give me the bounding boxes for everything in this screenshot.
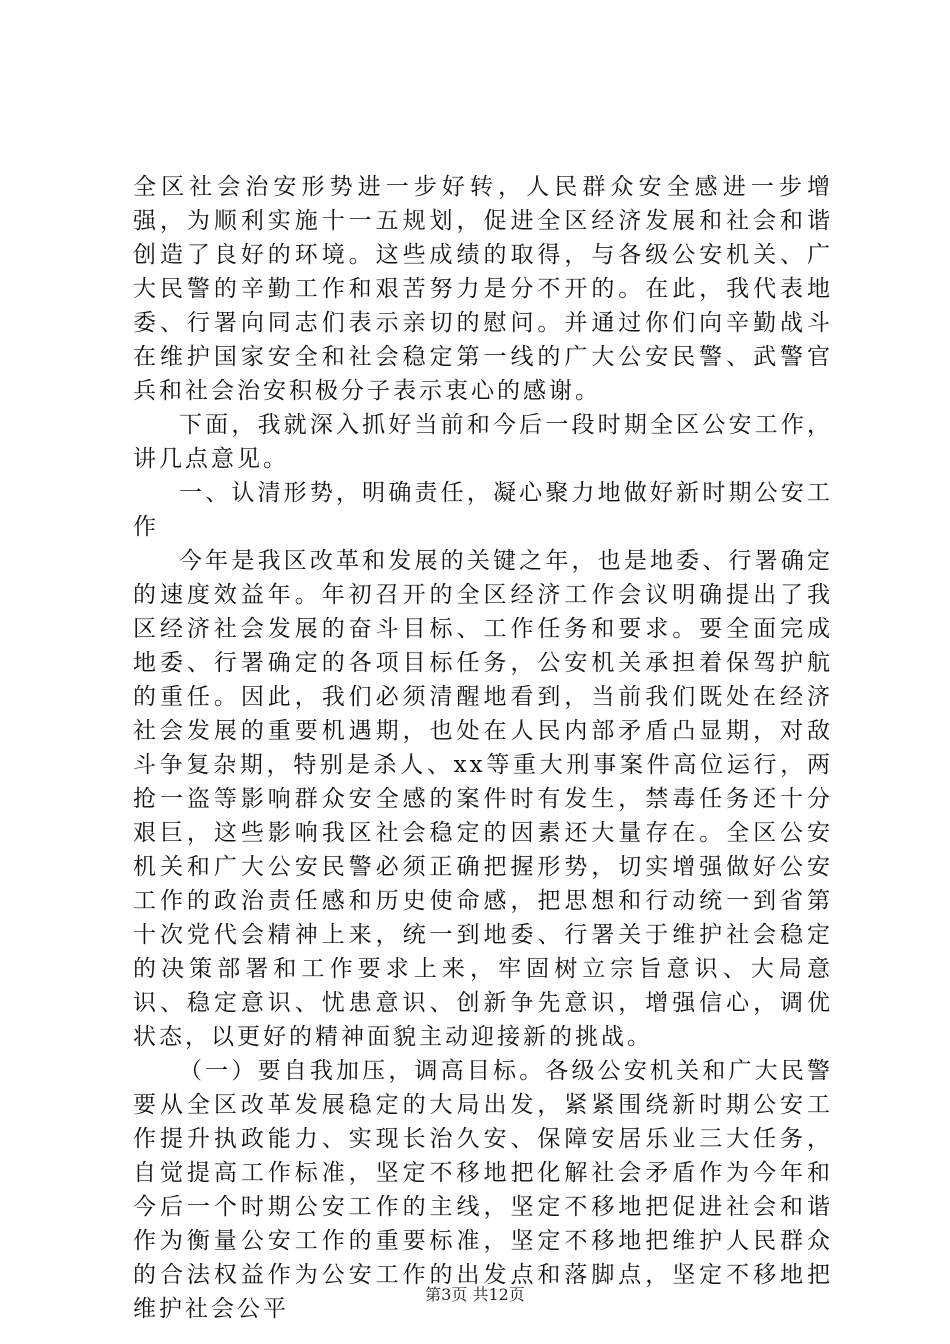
document-body: [133, 170, 833, 1326]
paragraph-situation: 今年是我区改革和发展的关键之年，也是地委、行署确定的速度效益年。年初召开的全区经济工作会议明确提出了我区经济社会发展的奋斗目标、工作任务和要求。要全面完成地委、行署确定的各项目标任务，公安机关承担着保驾护航的重任。因此，我们必须清醒地看到，当前我们既处在经济社会发展的重要机遇期，也处在人民内部矛盾凸显期，对敌斗争复杂期，特别是杀人、xx等重大刑事案件高位运行，两抢一盗等影响群众安全感的案件时有发生，禁毒任务还十分艰巨，这些影响我区社会稳定的因素还大量存在。全区公安机关和广大公安民警必须正确把握形势，切实增强做好公安工作的政治责任感和历史使命感，把思想和行动统一到省第十次党代会精神上来，统一到地委、行署关于维护社会稳定的决策部署和工作要求上来，牢固树立宗旨意识、大局意识、稳定意识、忧患意识、创新争先意识，增强信心，调优状态，以更好的精神面貌主动迎接新的挑战。: [133, 548, 833, 1050]
section-heading: 一、认清形势，明确责任，凝心聚力地做好新时期公安工作: [133, 480, 833, 540]
paragraph-subsection-one: （一）要自我加压，调高目标。各级公安机关和广大民警要从全区改革发展稳定的大局出发，紧紧围绕新时期公安工作提升执政能力、实现长治久安、保障安居乐业三大任务，自觉提高工作标准，坚定不移地把化解社会矛盾作为今年和今后一个时期公安工作的主线，坚定不移地把促进社会和谐作为衡量公安工作的重要标准，坚定不移地把维护人民群众的合法权益作为公安工作的出发点和落脚点，坚定不移地把维护社会公平: [133, 1058, 833, 1322]
paragraph-continuation: 全区社会治安形势进一步好转，人民群众安全感进一步增强，为顺利实施十一五规划，促进全区经济发展和社会和谐创造了良好的环境。这些成绩的取得，与各级公安机关、广大民警的辛勤工作和艰苦努力是分不开的。在此，我代表地委、行署向同志们表示亲切的慰问。并通过你们向辛勤战斗在维护国家安全和社会稳定第一线的广大公安民警、武警官兵和社会治安积极分子表示衷心的感谢。: [133, 174, 833, 404]
paragraph-intro: 下面，我就深入抓好当前和今后一段时期全区公安工作，讲几点意见。: [133, 412, 833, 472]
page-footer: 第3页 共12页: [425, 1285, 525, 1304]
